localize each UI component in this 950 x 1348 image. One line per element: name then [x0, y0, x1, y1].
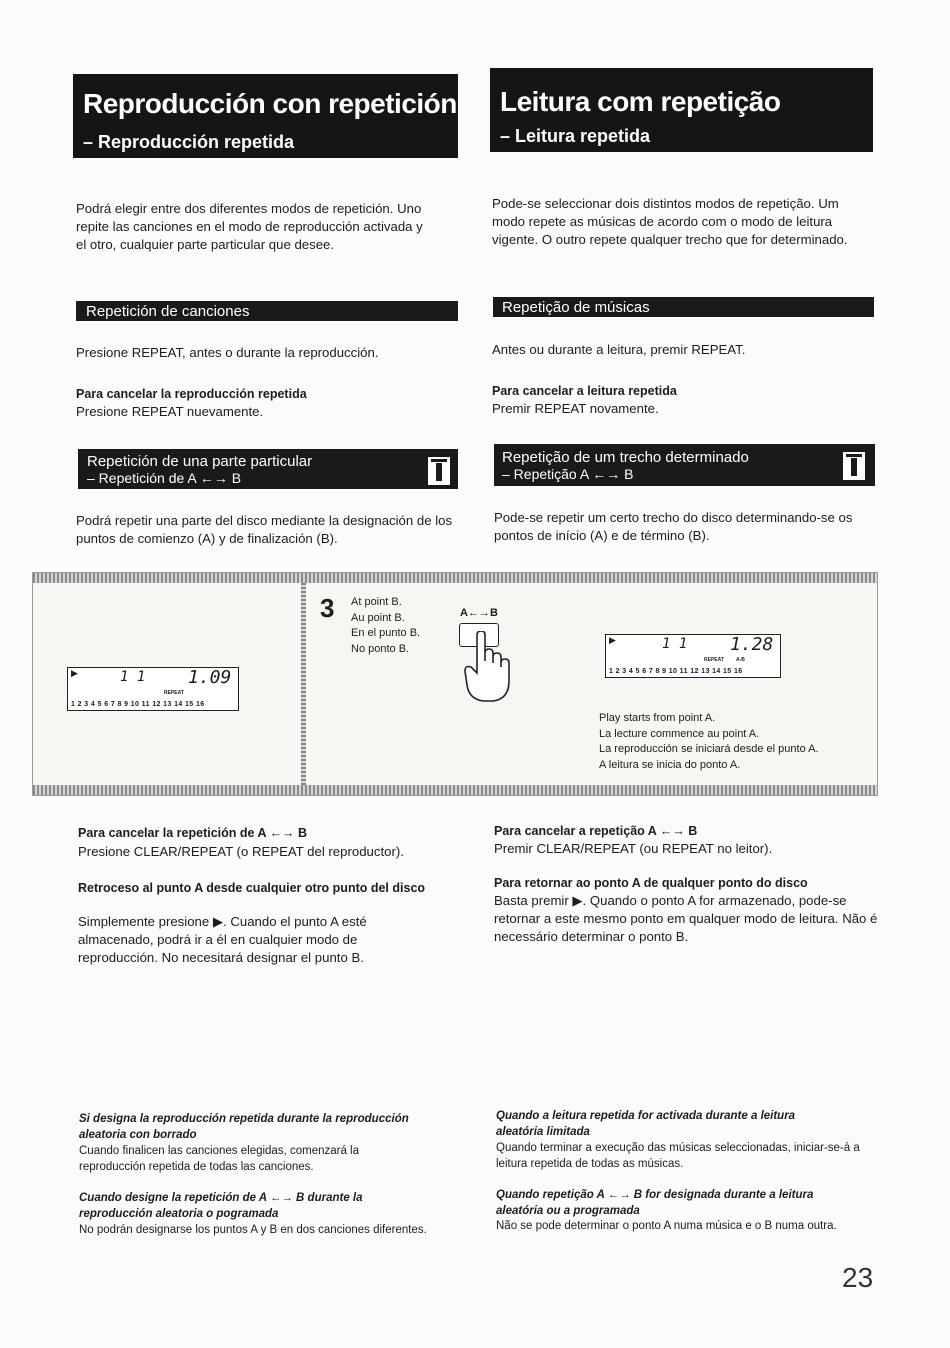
es-note2-text: No podrán designarse los puntos A y B en dos canciones diferentes.: [79, 1224, 427, 1236]
pt-sec2-text: Pode-se repetir um certo trecho do disco determinando-se os pontos de início (A) e de término (B).: [494, 510, 853, 543]
pt-note1-text: Quando terminar a execução das músicas seleccionadas, iniciar-se-á a leitura repetida de todas as músicas.: [496, 1142, 860, 1170]
page-number: 23: [842, 1262, 874, 1293]
pt-note2-head: Quando repetição A ←→ B for designada durante a leitura aleatória ou a programada: [496, 1189, 814, 1217]
es-sec2-header: [78, 449, 458, 489]
right-lcd-time: 1.28: [730, 634, 774, 655]
pt-sec1-header: [493, 297, 874, 317]
right-repeat-label: REPEAT: [704, 657, 724, 663]
caption-line-pt: A leitura se inicia do ponto A.: [599, 758, 741, 771]
left-lcd-display: [67, 667, 239, 711]
right-ab-label: A-B: [736, 657, 745, 663]
pt-sec2-header: [494, 444, 875, 486]
pt-cancel-ab-text: Premir CLEAR/REPEAT (ou REPEAT no leitor).: [494, 841, 773, 856]
pt-cancel-ab-head: Para cancelar a repetição A ←→ B: [494, 824, 698, 838]
es-note1-text: Cuando finalicen las canciones elegidas, comenzará la reproducción repetida de todas las canciones.: [79, 1145, 360, 1173]
left-lcd-track: 1 1: [120, 669, 146, 685]
pt-title-box: [490, 68, 873, 152]
figure-panel: [32, 572, 878, 796]
left-lcd-time: 1.09: [188, 667, 232, 688]
pt-sec2-title-l2: – Repetição A ←→ B: [502, 466, 634, 482]
step-line-pt: No ponto B.: [351, 642, 410, 655]
pt-note1-head: Quando a leitura repetida for activada durante a leitura aleatória limitada: [496, 1110, 796, 1138]
ab-button-label: A←→B: [460, 607, 498, 619]
pt-return-head: Para retornar ao ponto A de qualquer ponto do disco: [494, 876, 808, 890]
es-title-box: [73, 74, 458, 158]
pt-page-title: Leitura com repetição: [500, 86, 781, 117]
es-page-title: Reproducción con repetición: [83, 88, 457, 119]
es-sec2-title-l1: Repetición de una parte particular: [87, 453, 313, 470]
left-repeat-label: REPEAT: [164, 690, 184, 696]
right-track-numbers: 1 2 3 4 5 6 7 8 9 10 11 12 13 14 15 16: [609, 668, 743, 675]
right-lcd-track: 1 1: [662, 636, 688, 652]
play-icon: ▶: [609, 635, 616, 645]
figure-caption: [599, 711, 819, 773]
es-sec2-title-l2: – Repetición de A ←→ B: [87, 470, 242, 486]
panel-divider: [301, 583, 306, 785]
es-note2-head: Cuando designe la repetición de A ←→ B durante la reproducción aleatoria o pogramada: [79, 1192, 363, 1220]
pt-sec1-cancel-head: Para cancelar a leitura repetida: [492, 384, 677, 398]
panel-top-stripe: [33, 573, 877, 583]
es-sec1-title: Repetición de canciones: [86, 303, 250, 320]
pt-intro: Pode-se seleccionar dois distintos modos de repetição. Um modo repete as músicas de acordo com o modo de leitura vigente. O outro repete qualquer trecho que for determinado.: [492, 196, 848, 247]
panel-bottom-stripe: [33, 785, 877, 795]
pt-sec1-cancel-text: Premir REPEAT novamente.: [492, 401, 659, 416]
step-lines: [351, 595, 420, 657]
info-icon: [428, 457, 450, 485]
pt-sec2-title-l1: Repetição de um trecho determinado: [502, 449, 749, 466]
es-return-text: Simplemente presione ▶. Cuando el punto A esté almacenado, podrá ir a él en cualquier modo de reproducción. No necesitará designar el punto B.: [78, 914, 367, 965]
caption-line-fr: La lecture commence au point A.: [599, 727, 760, 740]
es-cancel-ab-text: Presione CLEAR/REPEAT (o REPEAT del reproductor).: [78, 844, 404, 859]
play-icon: ▶: [71, 668, 78, 678]
es-intro: Podrá elegir entre dos diferentes modos de repetición. Uno repite las canciones en el modo de reproducción activada y el otro, cualquier parte particular que desee.: [76, 201, 423, 252]
es-sec2-text: Podrá repetir una parte del disco mediante la designación de los puntos de comienzo (A) y de finalización (B).: [76, 513, 453, 546]
es-sec1-cancel-head: Para cancelar la reproducción repetida: [76, 387, 307, 401]
es-sec1-text: Presione REPEAT, antes o durante la reproducción.: [76, 345, 379, 360]
pt-sec1-text: Antes ou durante a leitura, premir REPEAT.: [492, 342, 746, 357]
left-track-numbers: 1 2 3 4 5 6 7 8 9 10 11 12 13 14 15 16: [71, 701, 205, 708]
es-page-subtitle: – Reproducción repetida: [83, 132, 295, 152]
info-icon: [843, 452, 865, 480]
es-note1-head: Si designa la reproducción repetida durante la reproducción aleatoria con borrado: [79, 1113, 409, 1141]
step-line-es: En el punto B.: [351, 627, 421, 639]
pt-return-text: Basta premir ▶. Quando o ponto A for armazenado, pode-se retornar a este mesmo ponto em qualquer modo de leitura. Não é necessário determinar o ponto B.: [494, 893, 878, 944]
pressing-hand-icon: [463, 631, 511, 703]
es-sec1-cancel-text: Presione REPEAT nuevamente.: [76, 404, 264, 419]
caption-line-en: Play starts from point A.: [599, 712, 716, 724]
right-lcd-display: [605, 634, 781, 678]
pt-note2-text: Não se pode determinar o ponto A numa música e o B numa outra.: [496, 1220, 837, 1232]
step-line-fr: Au point B.: [351, 611, 405, 624]
caption-line-es: La reproducción se iniciará desde el punto A.: [599, 743, 819, 755]
es-cancel-ab-head: Para cancelar la repetición de A ←→ B: [78, 826, 308, 840]
es-sec1-header: [76, 301, 458, 321]
es-return-head: Retroceso al punto A desde cualquier otro punto del disco: [78, 881, 426, 895]
step-number: 3: [320, 593, 335, 623]
pt-page-subtitle: – Leitura repetida: [500, 126, 651, 146]
pt-sec1-title: Repetição de músicas: [502, 299, 650, 316]
step-line-en: At point B.: [351, 596, 402, 608]
